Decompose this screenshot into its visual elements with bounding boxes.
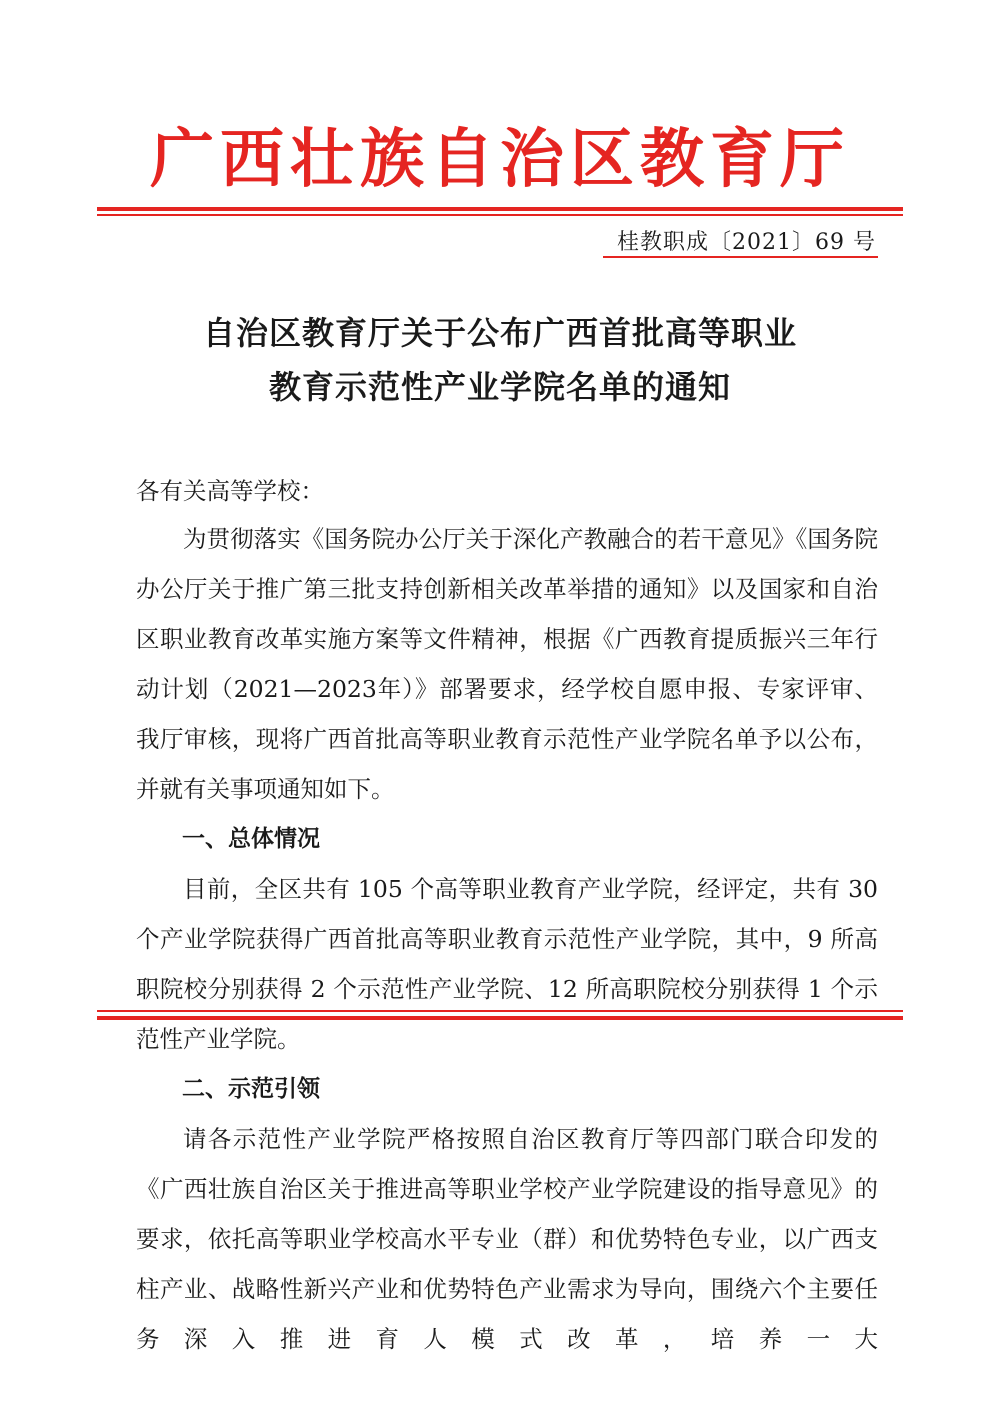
footer-red-rule-thin [97,1010,903,1012]
header-red-rule-thick [97,207,903,211]
agency-name: 广西壮族自治区教育厅 [150,122,850,197]
section-body-demonstration: 请各示范性产业学院严格按照自治区教育厅等四部门联合印发的《广西壮族自治区关于推进高等职业学校产业学院建设的指导意见》的要求，依托高等职业学校高水平专业（群）和优势特色专业，以广西支柱产业、战略性新兴产业和优势特色产业需求为导向，围绕六个主要任务深入推进育人模式改革，培养一大 [136,1125,878,1353]
salutation: 各有关高等学校： [136,477,324,505]
header-red-rule-thin [97,214,903,216]
document-title-line-1: 自治区教育厅关于公布广西首批高等职业 [202,314,797,352]
document-number: 桂教职成〔2021〕69 号 [617,230,876,255]
document-body [136,514,878,1364]
document-number-underline [603,256,878,258]
section-heading-overview: 一、总体情况 [182,826,320,852]
intro-paragraph: 为贯彻落实《国务院办公厅关于深化产教融合的若干意见》《国务院办公厅关于推广第三批支持创新相关改革举措的通知》以及国家和自治区职业教育改革实施方案等文件精神，根据《广西教育提质振兴三年行动计划（2021—2023年）》部署要求，经学校自愿申报、专家评审、我厅审核，现将广西首批高等职业教育示范性产业学院名单予以公布，并就有关事项通知如下。 [136,525,878,803]
section-body-overview: 目前，全区共有 105 个高等职业教育产业学院，经评定，共有 30 个产业学院获得广西首批高等职业教育示范性产业学院，其中，9 所高职院校分别获得 2 个示范性产业学院、12 所高职院校分别获得 1 个示范性产业学院。 [136,875,878,1053]
document-title-line-2: 教育示范性产业学院名单的通知 [268,368,731,406]
footer-red-rule-thick [97,1016,903,1020]
section-heading-demonstration: 二、示范引领 [182,1076,320,1102]
